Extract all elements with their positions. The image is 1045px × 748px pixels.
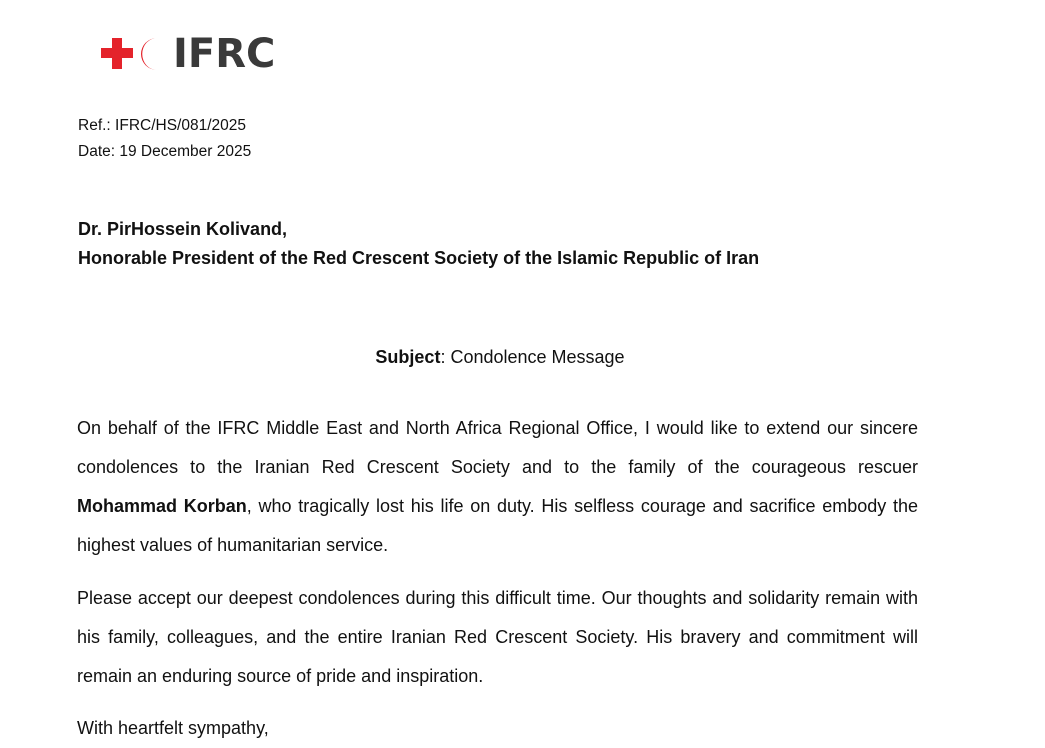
ifrc-logo bbox=[101, 31, 276, 77]
subject-separator: : bbox=[440, 347, 451, 367]
paragraph-1-text-end: , who tragically lost his life on duty. His selfless courage and sacrifice embody the highest values of humanitarian service. bbox=[77, 496, 918, 555]
body-paragraph-2: Please accept our deepest condolences during this difficult time. Our thoughts and solidarity remain with his family, colleagues, and the entire Iranian Red Crescent Society. His bravery and commitment will remain an enduring source of pride and inspiration. bbox=[77, 588, 918, 686]
recipient-title: Honorable President of the Red Crescent Society of the Islamic Republic of Iran bbox=[78, 248, 760, 268]
red-cross-crescent-icon bbox=[101, 36, 167, 72]
logo-wordmark: IFRC bbox=[173, 31, 276, 77]
paragraph-1-text-start: On behalf of the IFRC Middle East and North Africa Regional Office, I would like to extend our sincere condolences to the Iranian Red Crescent Society and to the family of the courageous rescuer bbox=[77, 418, 918, 477]
body-paragraph-1 bbox=[77, 409, 918, 565]
subject-text: Condolence Message bbox=[450, 347, 625, 367]
closing-line: With heartfelt sympathy, bbox=[77, 718, 269, 738]
recipient-name: Dr. PirHossein Kolivand, bbox=[78, 219, 288, 239]
subject-label: Subject bbox=[375, 347, 441, 367]
reference-number: Ref.: IFRC/HS/081/2025 bbox=[78, 117, 246, 134]
rescuer-name: Mohammad Korban bbox=[77, 496, 247, 516]
letter-date: Date: 19 December 2025 bbox=[78, 143, 252, 160]
subject-line bbox=[0, 345, 1000, 369]
